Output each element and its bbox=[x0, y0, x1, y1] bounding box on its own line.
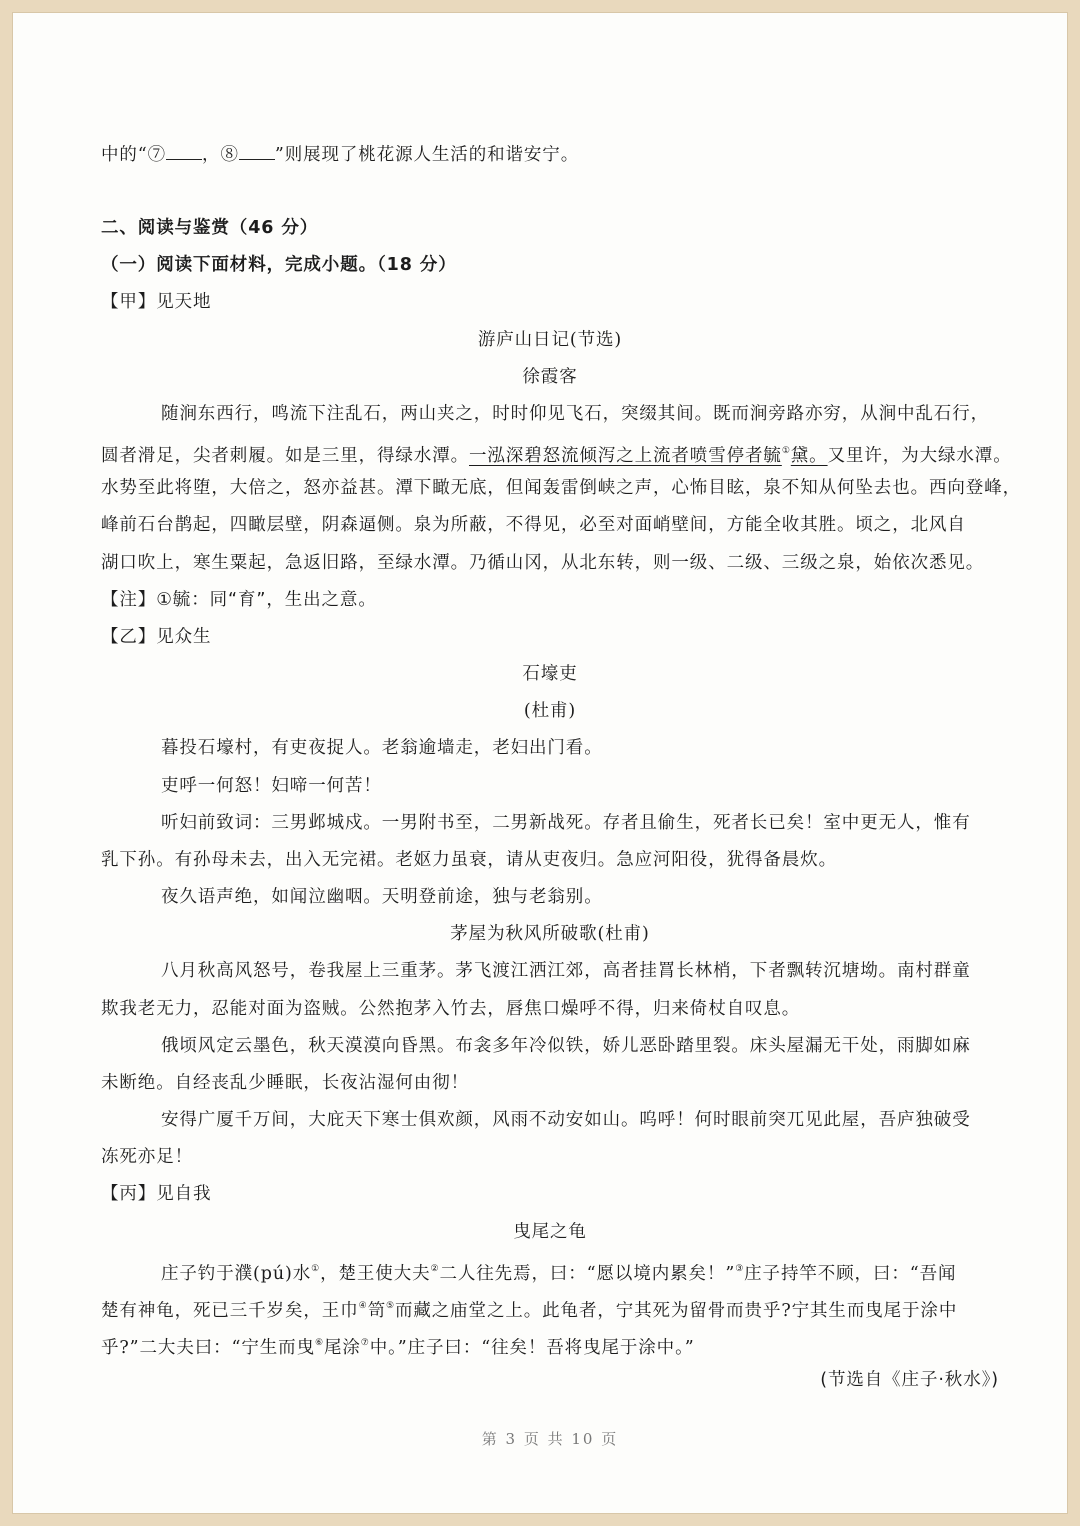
text: 庄子持竿不顾，曰：“吾闻 bbox=[744, 1264, 957, 1284]
text: 乎?”二大夫曰：“宁生而曳 bbox=[101, 1338, 315, 1358]
page bbox=[12, 12, 1068, 1514]
yi-poem2-line-2: 欺我老无力，忍能对面为盗贼。公然抱茅入竹去，唇焦口燥呼不得，归来倚杖自叹息。 bbox=[101, 999, 801, 1019]
text: 庄子钓于濮(pú)水 bbox=[161, 1264, 312, 1284]
yi-poem1-line-4: 乳下孙。有孙母未去，出入无完裙。老妪力虽衰，请从吏夜归。急应河阳役，犹得备晨炊。 bbox=[101, 850, 837, 870]
footnote-mark: ① bbox=[781, 446, 791, 456]
jia-note: 【注】①毓：同“育”，生出之意。 bbox=[101, 590, 377, 610]
yi-poem1-line-3: 听妇前致词：三男邺城戍。一男附书至，二男新战死。存者且偷生，死者长已矣！室中更无人，惟有 bbox=[161, 813, 971, 833]
text: 圆者滑足，尖者刺履。如是三里，得绿水潭。 bbox=[101, 446, 469, 466]
yi-poem1-line-5: 夜久语声绝，如闻泣幽咽。天明登前途，独与老翁别。 bbox=[161, 887, 603, 907]
part-bing-label: 【丙】见自我 bbox=[101, 1184, 212, 1204]
bing-title: 曳尾之龟 bbox=[513, 1222, 587, 1242]
fill-blank-line bbox=[101, 143, 999, 167]
footnote-mark: ⑤ bbox=[385, 1301, 395, 1311]
text: ”则展现了桃花源人生活的和谐安宁。 bbox=[274, 145, 580, 165]
yi-poem1-line-2: 吏呼一何怒！妇啼一何苦！ bbox=[161, 776, 382, 796]
bing-source: (节选自《庄子·秋水》) bbox=[820, 1370, 999, 1390]
bing-line-3 bbox=[101, 1331, 999, 1360]
text: 楚有神龟，死已三千岁矣，王巾 bbox=[101, 1301, 359, 1321]
yi-poem2-line-4: 未断绝。自经丧乱少睡眠，长夜沾湿何由彻！ bbox=[101, 1073, 469, 1093]
page-number: 第 3 页 共 10 页 bbox=[481, 1430, 619, 1448]
jia-line-4: 峰前石台鹊起，四瞰层壁，阴森逼侧。泉为所蔽，不得见，必至对面峭壁间，方能全收其胜。顷之，北风自 bbox=[101, 515, 966, 535]
section-heading: 二、阅读与鉴赏（46 分） bbox=[101, 218, 319, 238]
text: 而藏之庙堂之上。此龟者，宁其死为留骨而贵乎?宁其生而曳尾于涂中 bbox=[394, 1301, 958, 1321]
yi-poem2-line-5: 安得广厦千万间，大庇天下寒士俱欢颜，风雨不动安如山。呜呼！何时眼前突兀见此屋，吾庐独破受 bbox=[161, 1110, 971, 1130]
text: 尾涂 bbox=[323, 1338, 361, 1358]
bing-line-2 bbox=[101, 1294, 999, 1323]
blank-8 bbox=[239, 145, 275, 160]
jia-line-3: 水势至此将堕，大倍之，怒亦益甚。潭下瞰无底，但闻轰雷倒峡之声，心怖目眩，泉不知从何坠去也。西向登峰， bbox=[101, 478, 1021, 498]
footnote-mark: ⑦ bbox=[360, 1338, 370, 1348]
subsection-heading: （一）阅读下面材料，完成小题。（18 分） bbox=[101, 255, 457, 275]
yi-poem2-line-6: 冻死亦足！ bbox=[101, 1147, 193, 1167]
text: ，⑧ bbox=[202, 145, 239, 165]
underlined-sentence: 一泓深碧怒流倾泻之上流者喷雪停者毓 bbox=[469, 446, 782, 466]
text: ，楚王使大夫 bbox=[320, 1264, 431, 1284]
jia-line-1: 随涧东西行，鸣流下注乱石，两山夹之，时时仰见飞石，突缀其间。既而涧旁路亦穷，从涧中乱石行， bbox=[161, 404, 989, 424]
footnote-mark: ④ bbox=[358, 1301, 368, 1311]
yi-poem1-line-1: 暮投石壕村，有吏夜捉人。老翁逾墙走，老妇出门看。 bbox=[161, 738, 603, 758]
footnote-mark: ③ bbox=[735, 1264, 745, 1274]
jia-line-2 bbox=[101, 439, 1012, 468]
yi-author-1: (杜甫) bbox=[523, 701, 577, 721]
jia-line-5: 湖口吹上，寒生粟起，急返旧路，至绿水潭。乃循山冈，从北东转，则一级、二级、三级之泉，始依次悉见。 bbox=[101, 553, 985, 573]
text: 二人往先焉，曰：“愿以境内累矣！” bbox=[439, 1264, 736, 1284]
text: 中的“⑦ bbox=[101, 145, 167, 165]
part-jia-label: 【甲】见天地 bbox=[101, 292, 212, 312]
text: 又里许，为大绿水潭。 bbox=[827, 446, 1012, 466]
yi-poem2-line-1: 八月秋高风怒号，卷我屋上三重茅。茅飞渡江洒江郊，高者挂罥长林梢，下者飘转沉塘坳。南村群童 bbox=[161, 961, 971, 981]
bing-line-1 bbox=[101, 1257, 1059, 1286]
jia-author: 徐霞客 bbox=[522, 367, 578, 387]
footnote-mark: ⑥ bbox=[314, 1338, 324, 1348]
footnote-mark: ② bbox=[430, 1264, 440, 1274]
jia-title: 游庐山日记(节选) bbox=[477, 330, 623, 350]
yi-poem2-line-3: 俄顷风定云墨色，秋天漠漠向昏黑。布衾多年冷似铁，娇儿恶卧踏里裂。床头屋漏无干处，雨脚如麻 bbox=[161, 1036, 971, 1056]
text: 笥 bbox=[367, 1301, 386, 1321]
footnote-mark: ① bbox=[311, 1264, 321, 1274]
yi-title-1: 石壕吏 bbox=[522, 664, 578, 684]
part-yi-label: 【乙】见众生 bbox=[101, 627, 212, 647]
blank-7 bbox=[166, 145, 202, 160]
underlined-sentence: 黛。 bbox=[790, 446, 828, 466]
text: 中。”庄子曰：“往矣！吾将曳尾于涂中。” bbox=[369, 1338, 695, 1358]
yi-title-2: 茅屋为秋风所破歌(杜甫) bbox=[450, 924, 650, 944]
